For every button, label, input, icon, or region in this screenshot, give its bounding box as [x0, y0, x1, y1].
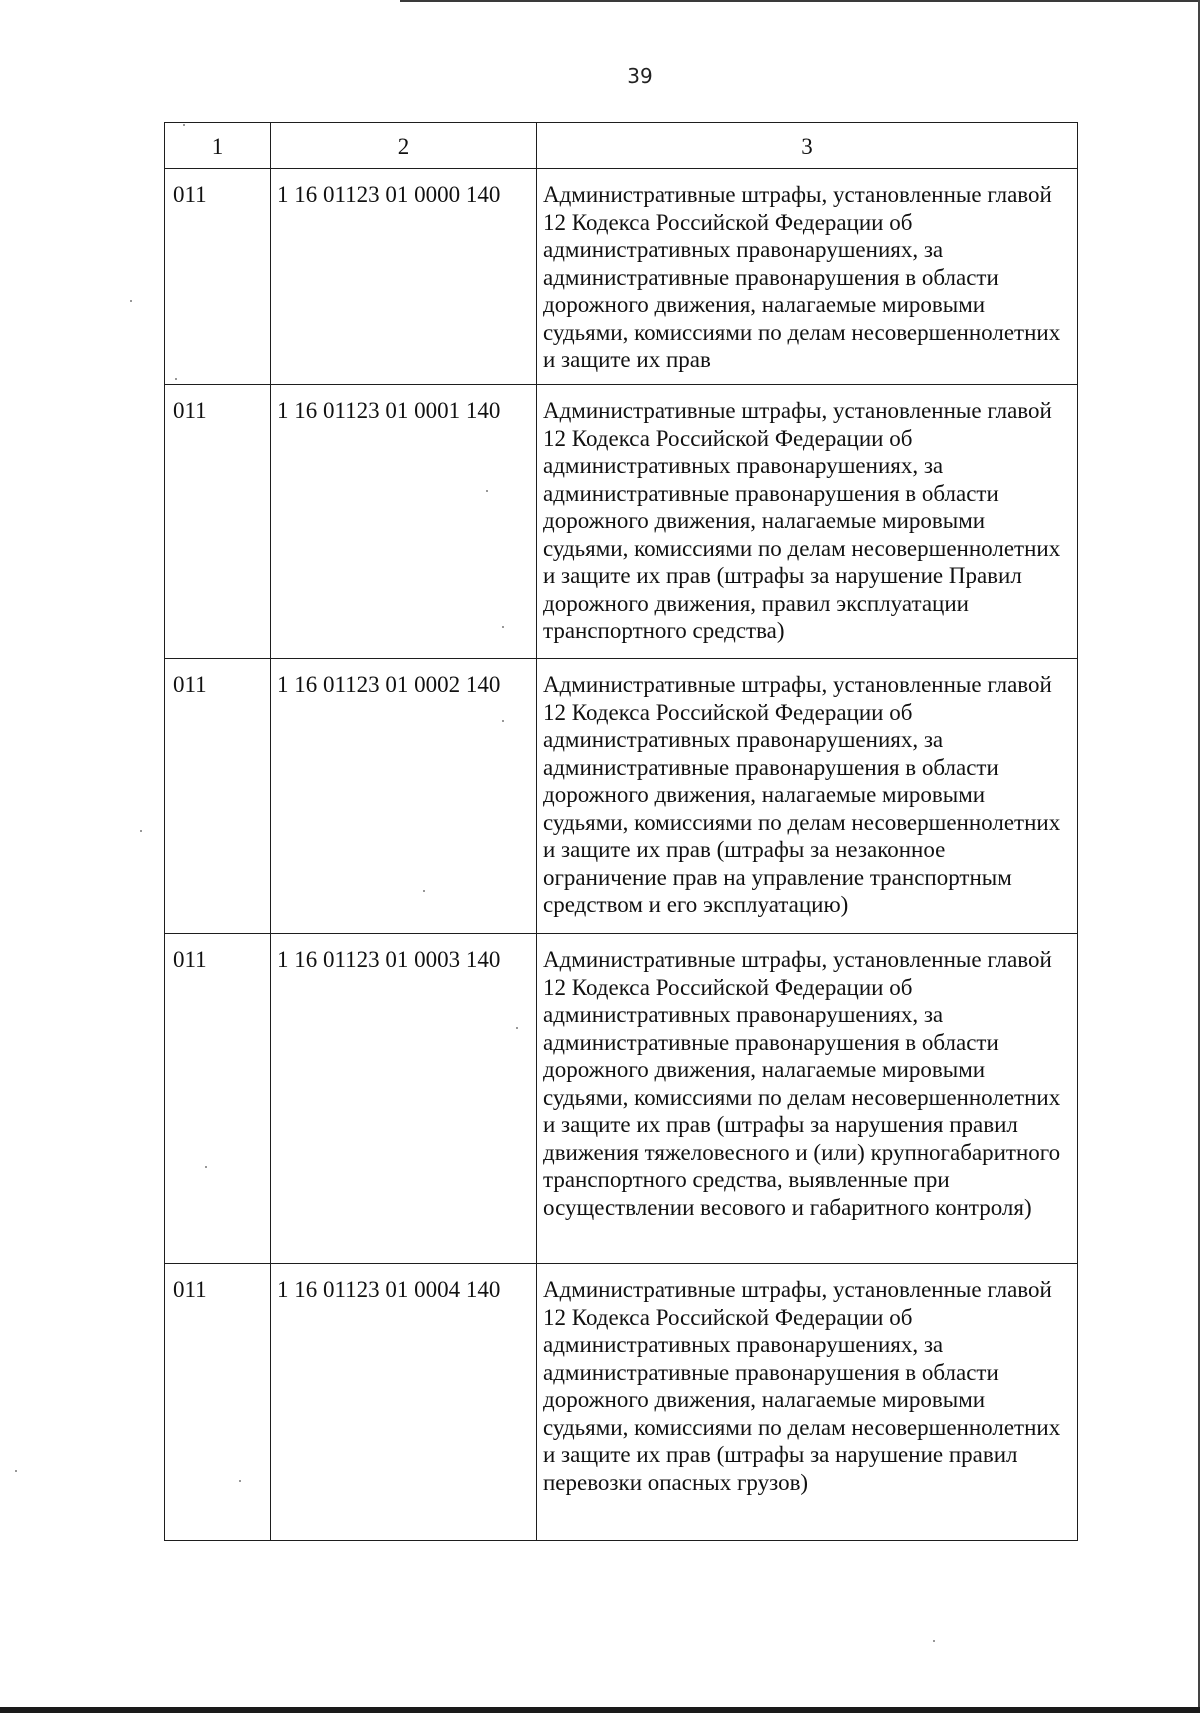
scan-speck: [205, 1166, 207, 1168]
scan-speck: [239, 1480, 241, 1482]
scan-speck: [423, 890, 425, 892]
description-cell: Административные штрафы, установленные главой 12 Кодекса Российской Федерации об административных правонарушениях, за административные правонарушения в области дорожного движения, налагаемые мировыми судьями, комиссиями по делам несовершеннолетних и защите их прав (штрафы за нарушение правил перевозки опасных грузов): [537, 1264, 1078, 1541]
admin-code-cell: 011: [165, 659, 271, 934]
page-number: 39: [627, 64, 653, 88]
budget-code-cell: 1 16 01123 01 0003 140: [271, 934, 537, 1264]
budget-code-cell: 1 16 01123 01 0001 140: [271, 385, 537, 659]
scan-speck: [175, 378, 177, 380]
admin-code-cell: 011: [165, 385, 271, 659]
description-cell: Административные штрафы, установленные главой 12 Кодекса Российской Федерации об административных правонарушениях, за административные правонарушения в области дорожного движения, налагаемые мировыми судьями, комиссиями по делам несовершеннолетних и защите их прав (штрафы за незаконное ограничение прав на управление транспортным средством и его эксплуатацию): [537, 659, 1078, 934]
budget-code-cell: 1 16 01123 01 0002 140: [271, 659, 537, 934]
scan-edge-bottom: [0, 1707, 1200, 1713]
admin-code-cell: 011: [165, 1264, 271, 1541]
scan-speck: [502, 626, 504, 628]
admin-code-cell: 011: [165, 934, 271, 1264]
description-cell: Административные штрафы, установленные главой 12 Кодекса Российской Федерации об административных правонарушениях, за административные правонарушения в области дорожного движения, налагаемые мировыми судьями, комиссиями по делам несовершеннолетних и защите их прав (штрафы за нарушения правил движения тяжеловесного и (или) крупногабаритного транспортного средства, выявленные при осуществлении весового и габаритного контроля): [537, 934, 1078, 1264]
column-header-2: 2: [271, 123, 537, 169]
scan-speck: [183, 124, 185, 126]
scan-speck: [15, 1470, 17, 1472]
table-row: [165, 659, 1078, 934]
description-cell: Административные штрафы, установленные главой 12 Кодекса Российской Федерации об административных правонарушениях, за административные правонарушения в области дорожного движения, налагаемые мировыми судьями, комиссиями по делам несовершеннолетних и защите их прав (штрафы за нарушение Правил дорожного движения, правил эксплуатации транспортного средства): [537, 385, 1078, 659]
table-row: [165, 385, 1078, 659]
table-row: [165, 934, 1078, 1264]
scan-speck: [486, 490, 488, 492]
budget-code-cell: 1 16 01123 01 0004 140: [271, 1264, 537, 1541]
column-header-3: 3: [537, 123, 1078, 169]
scan-speck: [502, 720, 504, 722]
scan-speck: [516, 1027, 518, 1029]
description-cell: Административные штрафы, установленные главой 12 Кодекса Российской Федерации об административных правонарушениях, за административные правонарушения в области дорожного движения, налагаемые мировыми судьями, комиссиями по делам несовершеннолетних и защите их прав: [537, 169, 1078, 385]
scan-speck: [140, 830, 142, 832]
column-header-1: 1: [165, 123, 271, 169]
admin-code-cell: 011: [165, 169, 271, 385]
scan-speck: [933, 1640, 935, 1642]
table-row: [165, 1264, 1078, 1541]
revenue-codes-table: [164, 122, 1078, 1541]
budget-code-cell: 1 16 01123 01 0000 140: [271, 169, 537, 385]
scan-speck: [130, 300, 132, 302]
scan-edge-top: [400, 0, 1200, 2]
table-row: [165, 169, 1078, 385]
table-header-row: [165, 123, 1078, 169]
